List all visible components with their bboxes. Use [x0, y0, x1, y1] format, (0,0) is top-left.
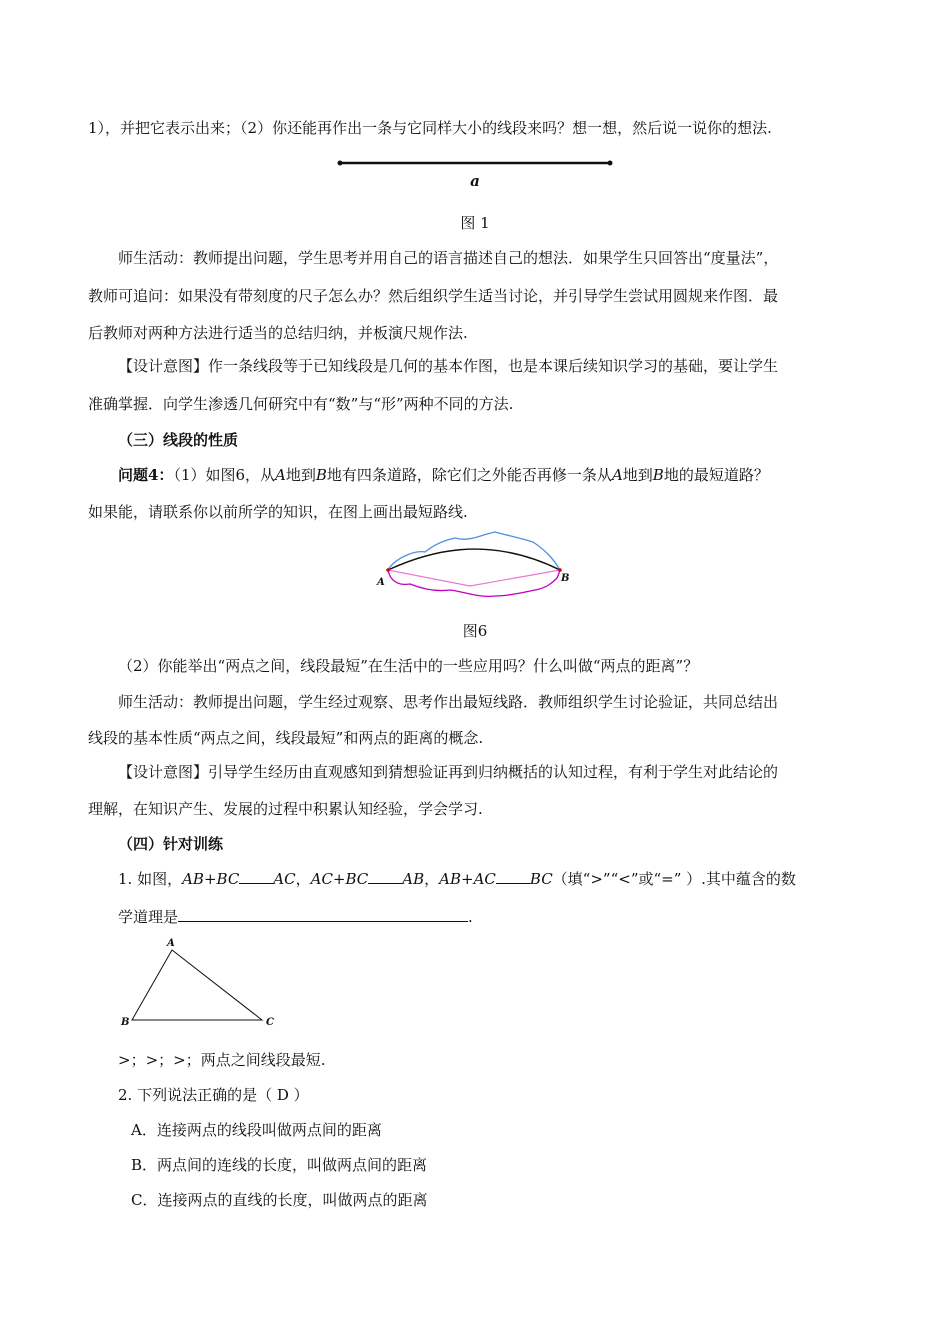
road-pink	[388, 570, 560, 586]
design1-line1: 【设计意图】作一条线段等于已知线段是几何的基本作图，也是本课后续知识学习的基础，要让学生	[118, 357, 779, 375]
ex1-period: .	[468, 908, 473, 926]
triangle-figure	[115, 935, 285, 1035]
road-blue	[388, 532, 560, 570]
ex1-number: 1. 如图，	[118, 870, 183, 888]
question4-line1	[118, 465, 908, 485]
ex1-expr-2: AC	[273, 870, 296, 888]
activity1-line2: 教师可追问：如果没有带刻度的尺子怎么办？然后组织学生适当讨论，并引导学生尝试用圆规来作图．最	[88, 287, 779, 305]
exercise2-option-a: A．连接两点的线段叫做两点间的距离	[131, 1121, 382, 1139]
point-b	[558, 568, 562, 572]
figure-6-roads	[375, 528, 575, 608]
segment-endpoint-left	[338, 161, 343, 166]
ex1-sep-2: ，	[424, 870, 440, 888]
fig6-label-a: A	[377, 577, 385, 588]
activity1-line1: 师生活动：教师提出问题，学生思考并用自己的语言描述自己的想法．如果学生只回答出“度量法”，	[118, 249, 779, 267]
question4-line2: 如果能，请联系你以前所学的知识，在图上画出最短路线.	[88, 503, 468, 521]
intro-line: 1），并把它表示出来；（2）你还能再作出一条与它同样大小的线段来吗？想一想，然后说一说你的想法.	[88, 119, 772, 137]
road-magenta	[388, 570, 560, 596]
activity2-line1: 师生活动：教师提出问题，学生经过观察、思考作出最短线路．教师组织学生讨论验证，共同总结出	[118, 693, 779, 711]
q-point-a-2: A	[611, 466, 623, 484]
triangle-label-c: C	[266, 1017, 274, 1028]
figure-1-caption: 图 1	[460, 214, 490, 232]
q-text-e: 地的最短道路？	[663, 466, 769, 484]
design2-line2: 理解，在知识产生、发展的过程中积累认知经验，学会学习.	[88, 800, 483, 818]
answer1: >；>；>；两点之间线段最短.	[118, 1051, 326, 1069]
exercise2-question: 2. 下列说法正确的是（ D ）	[118, 1086, 309, 1104]
q-text-c: 地有四条道路，除它们之外能否再修一条从	[326, 466, 612, 484]
question4-label: 问题4：	[118, 466, 174, 484]
q-point-a: A	[275, 466, 286, 484]
ex1-blank-2[interactable]	[368, 869, 402, 884]
q-point-b: B	[315, 466, 327, 484]
triangle-abc	[132, 950, 262, 1020]
exercise2-option-c: C．连接两点的直线的长度，叫做两点的距离	[131, 1191, 428, 1209]
point-a	[386, 568, 390, 572]
section4-heading: （四）针对训练	[118, 835, 224, 853]
ex1-reason-blank[interactable]	[178, 907, 468, 922]
design1-line2: 准确掌握．向学生渗透几何研究中有“数”与“形”两种不同的方法.	[88, 395, 514, 413]
q-text-a: （1）如图6，从	[173, 466, 276, 484]
figure-6-caption: 图6	[462, 622, 488, 640]
ex1-expr-3: AC+BC	[310, 870, 369, 888]
ex1-reason-label: 学道理是	[118, 908, 179, 926]
exercise1-line1	[118, 869, 908, 889]
ex1-expr-4: AB	[402, 870, 425, 888]
question4-part2: （2）你能举出“两点之间，线段最短”在生活中的一些应用吗？什么叫做“两点的距离”？	[118, 657, 699, 675]
exercise2-option-b: B．两点间的连线的长度，叫做两点间的距离	[131, 1156, 428, 1174]
q-text-b: 地到	[285, 466, 316, 484]
segment-endpoint-right	[608, 161, 613, 166]
triangle-label-a: A	[167, 938, 175, 949]
activity2-line2: 线段的基本性质“两点之间，线段最短”和两点的距离的概念.	[88, 729, 484, 747]
segment-label: a	[470, 172, 480, 190]
exercise1-line2	[118, 907, 908, 927]
ex1-tail: （填“>”“<”或“=” ）.其中蕴含的数	[552, 870, 796, 888]
design2-line1: 【设计意图】引导学生经历由直观感知到猜想验证再到归纳概括的认知过程，有利于学生对此结论的	[118, 763, 779, 781]
ex1-blank-3[interactable]	[496, 869, 530, 884]
ex1-expr-6: BC	[529, 870, 553, 888]
ex1-expr-5: AB+AC	[439, 870, 496, 888]
ex1-expr-1: AB+BC	[182, 870, 240, 888]
activity1-line3: 后教师对两种方法进行适当的总结归纳，并板演尺规作法.	[88, 324, 468, 342]
q-text-d: 地到	[622, 466, 653, 484]
section3-heading: （三）线段的性质	[118, 431, 239, 449]
q-point-b-2: B	[652, 466, 664, 484]
triangle-label-b: B	[121, 1017, 130, 1028]
fig6-label-b: B	[561, 573, 570, 584]
ex1-blank-1[interactable]	[239, 869, 273, 884]
ex1-sep-1: ，	[295, 870, 311, 888]
